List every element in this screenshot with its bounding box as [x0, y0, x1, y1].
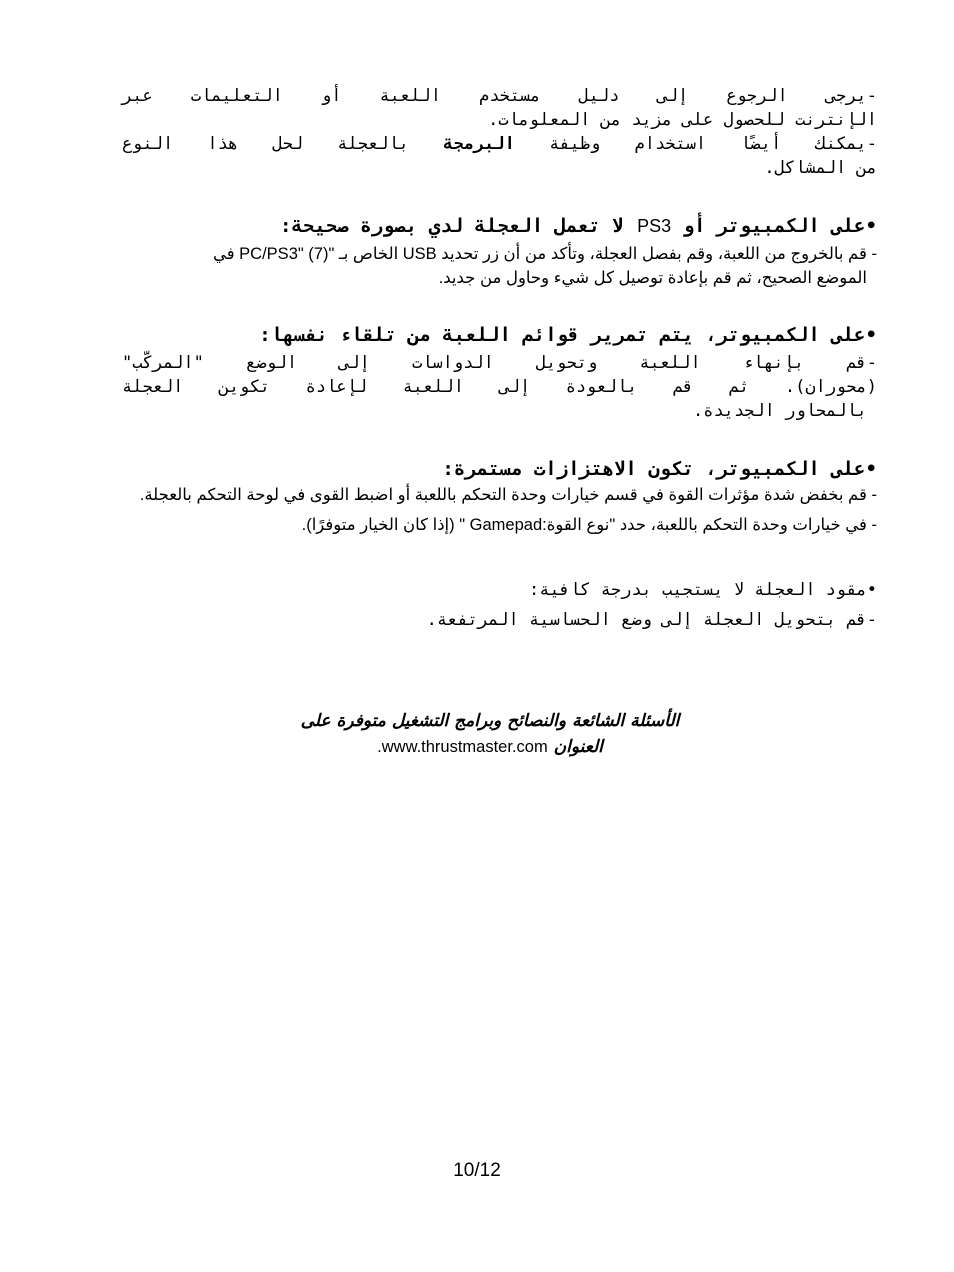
section-1-heading: •على الكمبيوتر أو PS3 لا تعمل العجلة لدي بصورة صحيحة: [280, 215, 877, 237]
section-4 [270, 578, 877, 632]
section-2-body [122, 351, 877, 423]
intro-line-1: -يرجى الرجوع إلى دليل مستخدم اللعبة أو التعليمات عبر [122, 86, 877, 106]
ps3-label: PS3 [637, 216, 672, 236]
section-4-heading: •مقود العجلة لا يستجيب بدرجة كافية: [529, 580, 877, 600]
intro-line-2: الإنترنت للحصول على مزيد من المعلومات. [488, 110, 877, 130]
intro-paragraph [122, 84, 877, 180]
intro-line-3 [122, 132, 877, 156]
faq-note-line-2: العنوان www.thrustmaster.com. [377, 737, 603, 757]
section-4-line-1: -قم بتحويل العجلة إلى وضع الحساسية المرتفعة. [426, 610, 877, 630]
section-3-heading: •على الكمبيوتر، تكون الاهتزازات مستمرة: [442, 458, 877, 480]
section-1-line-2: الموضع الصحيح، ثم قم بإعادة توصيل كل شيء وحاول من جديد. [438, 269, 867, 287]
faq-note-line-1: الأسئلة الشائعة والنصائح وبرامج التشغيل متوفرة على [300, 711, 680, 731]
section-3-line-2: - في خيارات وحدة التحكم باللعبة، حدد "نوع القوة:Gamepad " (إذا كان الخيار متوفرًا). [301, 516, 877, 534]
page-number: 10/12 [453, 1160, 501, 1181]
website-link[interactable]: www.thrustmaster.com [381, 738, 548, 756]
intro-line-3-post: بالعجلة لحل هذا النوع [122, 134, 444, 154]
section-2-heading: •على الكمبيوتر، يتم تمرير قوائم اللعبة من تلقاء نفسها: [259, 324, 877, 346]
section-1-line-1: - قم بالخروج من اللعبة، وقم بفصل العجلة، وتأكد من أن زر تحديد USB الخاص بـ "PC/PS3" (7) في [212, 245, 877, 263]
intro-line-4: من المشاكل. [764, 158, 877, 178]
section-2-line-2: (محوران). ثم قم بالعودة إلى اللعبة لإعادة تكوين العجلة [122, 377, 877, 397]
section-3-line-1: - قم بخفض شدة مؤثرات القوة في قسم خيارات وحدة التحكم باللعبة أو اضبط القوى في لوحة التحكم بالعجلة. [139, 486, 877, 504]
intro-line-3-pre: -يمكنك أيضًا استخدام وظيفة [514, 134, 877, 154]
faq-note [150, 708, 830, 760]
section-1-body [110, 242, 877, 290]
section-2-line-1: -قم بإنهاء اللعبة وتحويل الدواسات إلى الوضع "المركّب" [122, 353, 877, 373]
programming-term: البرمجة [443, 134, 515, 154]
section-3-body [110, 483, 877, 537]
section-2-line-3: بالمحاور الجديدة. [693, 401, 867, 421]
